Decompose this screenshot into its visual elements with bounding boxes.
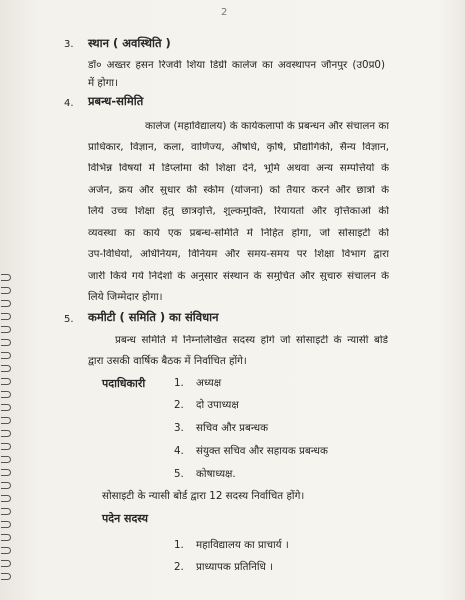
office-bearers-label: पदाधिकारी <box>102 377 146 390</box>
paragraph-line: कालेज (महाविद्यालय) के कार्यकलापों के प्रबन्धन और संचालन का <box>145 121 389 132</box>
section-number: 3. <box>64 39 74 50</box>
list-item-number: 3. <box>174 422 184 434</box>
paragraph-line: डॉ० अख्तर हसन रिजवी शिया डिग्री कालेज का अवस्थापन जौनपुर (उ0प्र0) <box>88 60 385 71</box>
list-item: प्राध्यापक प्रतिनिधि । <box>196 561 274 573</box>
list-item-number: 5. <box>174 468 184 480</box>
section-heading: स्थान ( अवस्थिति ) <box>88 36 171 50</box>
paragraph-line: में होगा। <box>88 77 118 89</box>
section-heading: कमीटी ( समिति ) का संविधान <box>88 310 219 324</box>
paragraph-line: लिये उच्च शिक्षा हेतु छात्रवृत्ति, शुल्कमुक्ति, रियायतों और वृत्तिकाओं की <box>88 206 389 217</box>
paragraph-line: प्रबन्ध समिति में निम्नलिखित सदस्य होंगे जो सोसाइटी के न्यासी बोर्ड <box>115 335 388 346</box>
paragraph-line: व्यवस्था का कार्य एक प्रबन्ध-समिति में निहित होगा, जो सोसाइटी की <box>88 228 389 239</box>
paragraph-line: लिये जिम्मेदार होगा। <box>88 291 163 303</box>
section-number: 4. <box>64 98 74 109</box>
paragraph-line: प्राधिकार, विज्ञान, कला, वाणिज्य, औषधि, कृषि, प्रौद्योगिकी, सैन्य विज्ञान, <box>88 142 389 153</box>
list-item: महाविद्यालय का प्राचार्य । <box>196 539 289 551</box>
paragraph-line: उप-विधियों, अधिनियम, विनियम और समय-समय पर शिक्षा विभाग द्वारा <box>88 249 389 260</box>
paragraph-line: विभिन्न विषयों में डिप्लोमा की शिक्षा देने, भूमि अथवा अन्य सम्पत्तियों के <box>88 163 389 174</box>
paragraph-line: जारी किये गये निर्देशों के अनुसार संस्थान के समुचित और सुचारु संचालन के <box>88 271 389 282</box>
paragraph-line: द्वारा उसकी वार्षिक बैठक में निर्वाचित होंगे। <box>88 355 247 367</box>
section-number: 5. <box>64 314 74 325</box>
list-item: कोषाध्यक्ष. <box>196 468 236 480</box>
ex-officio-label: पदेन सदस्य <box>102 512 148 525</box>
binding-rings <box>0 270 14 590</box>
list-item: अध्यक्ष <box>196 377 222 389</box>
section-heading: प्रबन्ध-समिति <box>88 94 144 108</box>
list-item: दो उपाध्यक्ष <box>196 399 239 411</box>
list-item-number: 4. <box>174 445 184 457</box>
page-number: 2 <box>221 7 228 18</box>
list-item-number: 1. <box>174 377 184 389</box>
list-item: सचिव और प्रबन्धक <box>196 422 269 434</box>
list-item-number: 2. <box>174 399 184 411</box>
paragraph-line: अर्जन, क्रय और सुधार की स्कीम (योजना) को तैयार करने और छात्रों के <box>88 185 389 196</box>
list-item-number: 2. <box>174 561 184 573</box>
list-item-number: 1. <box>174 539 184 551</box>
list-item: संयुक्त सचिव और सहायक प्रबन्धक <box>196 445 328 457</box>
elected-members-note: सोसाइटी के न्यासी बोर्ड द्वारा 12 सदस्य निर्वाचित होंगे। <box>102 490 305 502</box>
